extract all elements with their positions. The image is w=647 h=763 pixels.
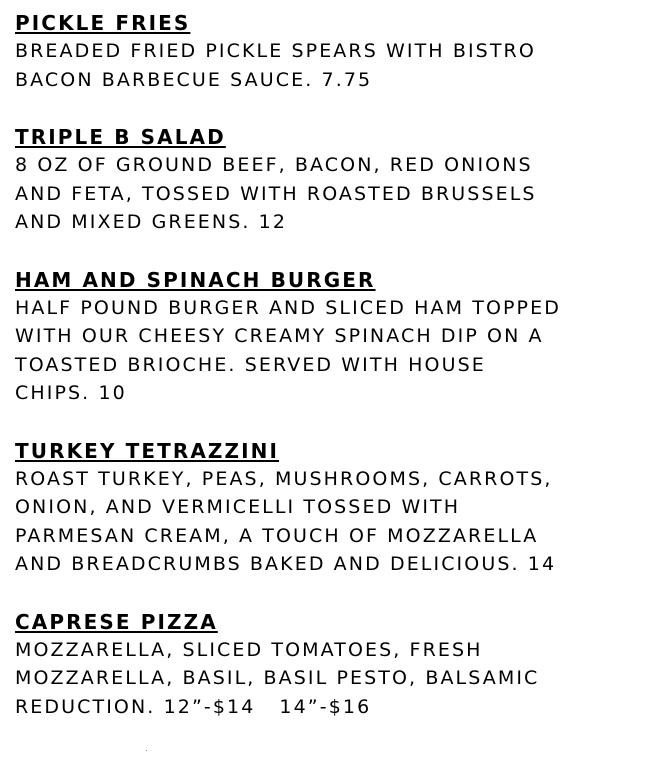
stray-dot — [146, 750, 147, 751]
price-large: 14”-$16 — [279, 695, 372, 718]
menu — [15, 9, 640, 750]
description-line: PARMESAN CREAM, A TOUCH OF MOZZARELLA — [15, 524, 539, 547]
description-line: AND BREADCRUMBS BAKED AND DELICIOUS. 14 — [15, 553, 557, 575]
description-line: HALF POUND BURGER AND SLICED HAM TOPPED — [15, 296, 561, 319]
description-line: AND MIXED GREENS. 12 — [15, 211, 288, 233]
item-title: TRIPLE B SALAD — [15, 125, 226, 149]
description-line: AND FETA, TOSSED WITH ROASTED BRUSSELS — [15, 182, 537, 205]
item-title: PICKLE FRIES — [15, 11, 191, 35]
description-line: 8 OZ OF GROUND BEEF, BACON, RED ONIONS — [15, 154, 533, 176]
description-line: BREADED FRIED PICKLE SPEARS WITH BISTRO — [15, 40, 536, 62]
description-line: CHIPS. 10 — [15, 382, 127, 404]
menu-item-caprese-pizza — [15, 608, 640, 722]
description-line: ROAST TURKEY, PEAS, MUSHROOMS, CARROTS, — [15, 467, 553, 490]
description-line: WITH OUR CHEESY CREAMY SPINACH DIP ON A — [15, 325, 544, 347]
item-title: HAM AND SPINACH BURGER — [15, 267, 376, 292]
menu-item-pickle-fries — [15, 9, 640, 94]
item-description — [15, 465, 640, 579]
menu-item-turkey-tetrazzini — [15, 437, 640, 579]
description-line: MOZZARELLA, SLICED TOMATOES, FRESH — [15, 638, 483, 661]
item-title: TURKEY TETRAZZINI — [15, 438, 280, 463]
description-line: ONION, AND VERMICELLI TOSSED WITH — [15, 496, 461, 518]
item-description — [15, 294, 640, 408]
item-description — [15, 636, 640, 722]
description-line: TOASTED BRIOCHE. SERVED WITH HOUSE — [15, 353, 486, 376]
item-description — [15, 151, 640, 237]
description-line: MOZZARELLA, BASIL, BASIL PESTO, BALSAMIC — [15, 667, 540, 689]
description-line — [15, 693, 640, 722]
menu-item-triple-b-salad — [15, 123, 640, 237]
item-description — [15, 37, 640, 94]
description-line: BACON BARBECUE SAUCE. 7.75 — [15, 68, 373, 91]
menu-item-ham-spinach-burger — [15, 266, 640, 408]
price-small: REDUCTION. 12”-$14 — [15, 695, 256, 718]
item-title: CAPRESE PIZZA — [15, 609, 218, 634]
